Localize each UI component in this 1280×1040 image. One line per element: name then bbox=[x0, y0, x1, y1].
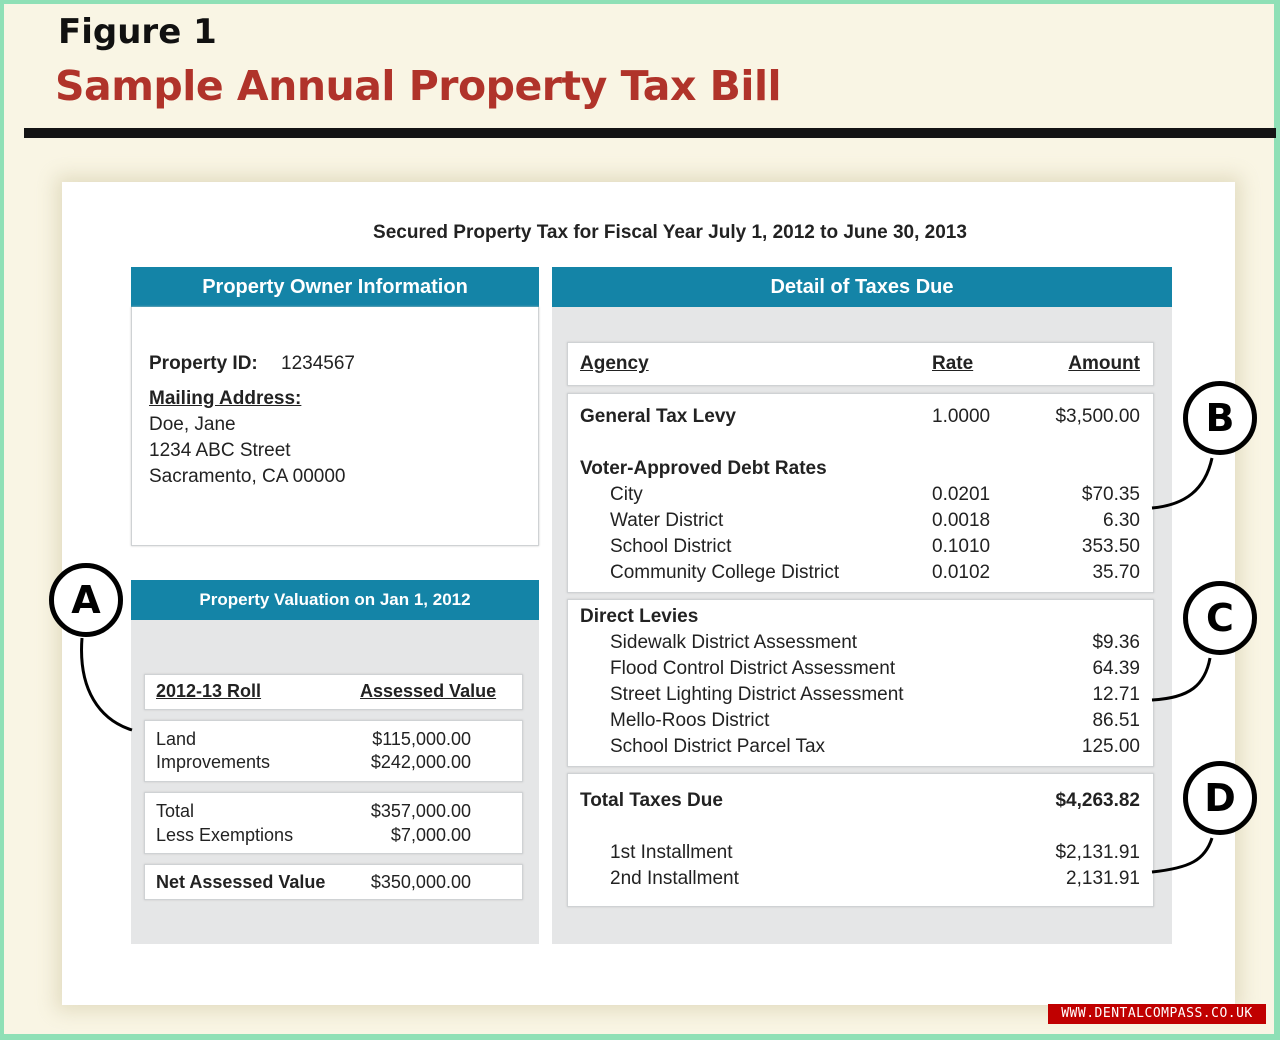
direct-row-amount: 86.51 bbox=[1092, 710, 1140, 731]
owner-header: Property Owner Information bbox=[131, 267, 539, 307]
direct-row-label: Sidewalk District Assessment bbox=[610, 632, 858, 653]
valuation-row-value: $242,000.00 bbox=[370, 752, 471, 772]
callout-d-leader bbox=[1152, 838, 1212, 872]
general-levy-amount: $3,500.00 bbox=[1055, 406, 1140, 427]
total-taxes-label: Total Taxes Due bbox=[580, 790, 723, 811]
callout-b: B bbox=[1183, 381, 1257, 455]
callout-c: C bbox=[1183, 581, 1257, 655]
mailing-address-label: Mailing Address: bbox=[149, 388, 302, 409]
property-id-value: 1234567 bbox=[281, 353, 355, 374]
direct-row-label: Street Lighting District Assessment bbox=[610, 684, 904, 705]
installment-label: 2nd Installment bbox=[610, 868, 739, 889]
agency-column-header: Agency bbox=[580, 353, 649, 374]
voter-row-label: Water District bbox=[610, 510, 724, 531]
assessed-value-column-header: Assessed Value bbox=[360, 681, 497, 701]
voter-row-rate: 0.0201 bbox=[932, 484, 991, 505]
voter-row-label: Community College District bbox=[610, 562, 840, 583]
address-line: 1234 ABC Street bbox=[149, 440, 291, 461]
general-levy-rate: 1.0000 bbox=[932, 406, 991, 427]
direct-row-amount: 64.39 bbox=[1092, 658, 1140, 679]
figure-title: Sample Annual Property Tax Bill bbox=[55, 62, 782, 110]
voter-row-label: City bbox=[610, 484, 643, 505]
valuation-row-label: Total bbox=[156, 801, 195, 821]
bill-heading: Secured Property Tax for Fiscal Year July 1, 2012 to June 30, 2013 bbox=[373, 222, 967, 243]
direct-row-amount: $9.36 bbox=[1092, 632, 1140, 653]
voter-row-rate: 0.0018 bbox=[932, 510, 991, 531]
voter-row-rate: 0.1010 bbox=[932, 536, 991, 557]
roll-column-header: 2012-13 Roll bbox=[156, 681, 262, 701]
direct-row-label: School District Parcel Tax bbox=[610, 736, 826, 757]
voter-row-amount: 353.50 bbox=[1081, 536, 1140, 557]
valuation-row-label: Less Exemptions bbox=[156, 825, 294, 845]
voter-approved-label: Voter-Approved Debt Rates bbox=[580, 458, 827, 479]
valuation-row-label: Land bbox=[156, 729, 197, 749]
callout-a-leader bbox=[82, 638, 132, 730]
callout-a: A bbox=[49, 563, 123, 637]
net-assessed-value: $350,000.00 bbox=[370, 872, 471, 892]
direct-row-label: Mello-Roos District bbox=[610, 710, 770, 731]
taxes-header: Detail of Taxes Due bbox=[552, 267, 1172, 307]
voter-row-amount: 35.70 bbox=[1092, 562, 1140, 583]
property-id-label: Property ID: bbox=[149, 353, 258, 374]
total-taxes-amount: $4,263.82 bbox=[1055, 790, 1140, 811]
callout-c-leader bbox=[1152, 658, 1210, 700]
voter-row-label: School District bbox=[610, 536, 732, 557]
address-line: Doe, Jane bbox=[149, 414, 236, 435]
general-levy-label: General Tax Levy bbox=[580, 406, 736, 427]
valuation-row-value: $115,000.00 bbox=[372, 729, 471, 749]
figure-label: Figure 1 bbox=[58, 12, 217, 52]
installment-amount: 2,131.91 bbox=[1066, 868, 1140, 889]
direct-row-amount: 125.00 bbox=[1081, 736, 1140, 757]
voter-row-rate: 0.0102 bbox=[932, 562, 991, 583]
valuation-row-label: Improvements bbox=[156, 752, 271, 772]
voter-row-amount: $70.35 bbox=[1081, 484, 1140, 505]
direct-levies-label: Direct Levies bbox=[580, 606, 699, 627]
valuation-header: Property Valuation on Jan 1, 2012 bbox=[131, 580, 539, 620]
voter-row-amount: 6.30 bbox=[1103, 510, 1140, 531]
callout-d: D bbox=[1183, 761, 1257, 835]
valuation-row-value: $357,000.00 bbox=[370, 801, 471, 821]
installment-amount: $2,131.91 bbox=[1055, 842, 1140, 863]
amount-column-header: Amount bbox=[1068, 353, 1140, 374]
address-line: Sacramento, CA 00000 bbox=[149, 466, 346, 487]
net-assessed-label: Net Assessed Value bbox=[156, 872, 326, 892]
valuation-row-value: $7,000.00 bbox=[390, 825, 471, 845]
installment-label: 1st Installment bbox=[610, 842, 733, 863]
rate-column-header: Rate bbox=[932, 353, 974, 374]
direct-row-amount: 12.71 bbox=[1092, 684, 1140, 705]
direct-row-label: Flood Control District Assessment bbox=[610, 658, 896, 679]
callout-b-leader bbox=[1152, 458, 1212, 508]
watermark: WWW.DENTALCOMPASS.CO.UK bbox=[1048, 1004, 1266, 1024]
